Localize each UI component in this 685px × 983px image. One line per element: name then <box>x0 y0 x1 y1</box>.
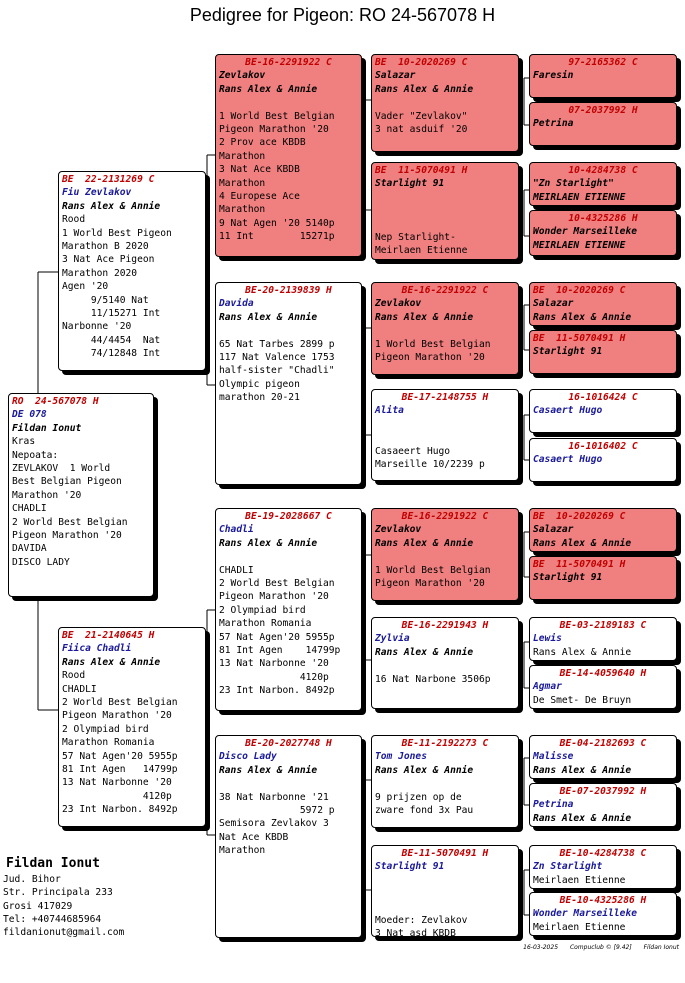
pigeon-card <box>371 282 519 375</box>
owner-address-line: Jud. Bihor <box>3 874 61 885</box>
breeder-name: MEIRLAEN ETIENNE <box>533 191 626 203</box>
breeder-name: Zevlakov <box>219 70 266 82</box>
pigeon-name: Casaert Hugo <box>533 454 603 466</box>
pigeon-name: Agmar <box>533 681 562 693</box>
pigeon-info-line: CHADLI <box>219 564 254 576</box>
pigeon-card <box>529 102 677 146</box>
pigeon-card <box>215 508 362 711</box>
breeder-name: "Zn Starlight" <box>533 178 614 190</box>
pigeon-info-line: Best Belgian Pigeon <box>12 476 122 488</box>
pigeon-info-line: 9 prijzen op de <box>375 791 462 803</box>
pigeon-info-line <box>375 874 515 887</box>
pigeon-name: Petrina <box>533 799 574 811</box>
pigeon-info-line: Marathon B 2020 <box>62 241 149 253</box>
pigeon-info-line: CHADLI <box>62 683 97 695</box>
pigeon-info-line: Pigeon Marathon '20 <box>219 124 329 136</box>
pigeon-info-line: Marathon '20 <box>12 489 82 501</box>
pigeon-card <box>371 735 519 828</box>
pigeon-card <box>215 54 362 257</box>
pigeon-name: Starlight 91 <box>375 861 445 873</box>
pigeon-info-line: 4120p <box>62 790 172 802</box>
breeder-name: Rans Alex & Annie <box>375 83 474 95</box>
pigeon-info-line: Semisora Zevlakov 3 <box>219 818 329 830</box>
pigeon-info-line: Pigeon Marathon '20 <box>12 530 122 542</box>
owner-contact <box>3 855 124 939</box>
pigeon-info-line: Vader "Zevlakov" <box>375 110 468 122</box>
pigeon-info-line <box>375 659 515 672</box>
ring-number: BE-19-2028667 C <box>245 511 332 522</box>
owner-address-line: Grosi 417029 <box>3 900 73 912</box>
pigeon-info-line: 3 Nat Ace KBDB <box>219 164 300 176</box>
pigeon-info-line: De Smet- De Bruyn <box>533 694 632 706</box>
footer-owner: Fildan Ionut <box>643 944 679 951</box>
breeder-name: Salazar <box>533 524 574 536</box>
pigeon-info-line: 16 Nat Narbone 3506p <box>375 673 491 685</box>
pigeon-info-line: Pigeon Marathon '20 <box>375 352 485 364</box>
breeder-name: Fildan Ionut <box>12 422 82 434</box>
ring-number: BE-20-2139839 H <box>245 285 332 296</box>
pigeon-info-line: DISCO LADY <box>12 556 70 568</box>
pigeon-info-line: DAVIDA <box>12 543 47 555</box>
breeder-name: MEIRLAEN ETIENNE <box>533 239 626 251</box>
pigeon-info-line: 9/5140 Nat <box>62 294 149 306</box>
pigeon-card <box>215 282 362 485</box>
pigeon-info-line <box>219 550 358 563</box>
breeder-name: Rans Alex & Annie <box>219 764 318 776</box>
breeder-name: Rans Alex & Annie <box>219 537 318 549</box>
pigeon-info-line: Marathon <box>219 204 266 216</box>
ring-number: RO 24-567078 H <box>12 396 99 407</box>
pigeon-card <box>529 556 677 600</box>
pigeon-info-line: Meirlaen Etienne <box>533 874 626 886</box>
pigeon-name: Zylvia <box>375 633 410 645</box>
pigeon-card <box>529 892 677 936</box>
pigeon-info-line: Olympic pigeon <box>219 378 300 390</box>
pigeon-info-line: 38 Nat Narbonne '21 <box>219 791 329 803</box>
breeder-name: Salazar <box>375 70 416 82</box>
ring-number: BE 10-2020269 C <box>533 511 626 522</box>
ring-number: BE 10-2020269 C <box>533 285 626 296</box>
pigeon-info-line: Marseille 10/2239 p <box>375 459 485 470</box>
pigeon-card <box>371 508 519 601</box>
pigeon-card <box>529 282 677 326</box>
pigeon-info-line: Narbonne '20 <box>62 321 132 333</box>
ring-number: BE 11-5070491 H <box>533 333 626 344</box>
pigeon-name: Zn Starlight <box>533 861 603 873</box>
pigeon-card <box>371 389 519 481</box>
pigeon-name: Casaert Hugo <box>533 405 603 417</box>
ring-number: BE-16-2291922 C <box>401 511 489 522</box>
pigeon-info-line: 4120p <box>219 671 329 683</box>
pigeon-name: Disco Lady <box>219 751 277 763</box>
pigeon-info-line: half-sister "Chadli" <box>219 365 335 377</box>
pigeon-card <box>529 735 677 779</box>
ring-number: BE-10-4325286 H <box>559 895 647 906</box>
pigeon-info-line: Marathon <box>219 150 266 162</box>
pigeon-info-line: 9 Nat Agen '20 5140p <box>219 217 335 229</box>
pigeon-info-line: Marathon Romania <box>62 737 155 749</box>
pigeon-info-line: 74/12848 Int <box>62 348 161 360</box>
pigeon-card <box>529 54 677 98</box>
pigeon-info-line: Marathon 2020 <box>62 267 138 279</box>
ring-number: 10-4325286 H <box>568 213 638 224</box>
pigeon-info-line: 3 Nat Ace Pigeon <box>62 254 155 266</box>
ring-number: BE-07-2037992 H <box>559 786 647 797</box>
breeder-name: Rans Alex & Annie <box>533 311 632 323</box>
pigeon-info-line: 3 nat asduif '20 <box>375 124 468 136</box>
pigeon-info-line: Meirlaen Etienne <box>375 245 468 257</box>
pigeon-info-line: 23 Int Narbon. 8492p <box>62 804 178 816</box>
pigeon-info-line: 23 Int Narbon. 8492p <box>219 685 335 697</box>
breeder-name: Salazar <box>533 298 574 310</box>
pigeon-info-line: 44/4454 Nat <box>62 334 161 346</box>
ring-number: BE-16-2291922 C <box>401 285 489 296</box>
pigeon-info-line: CHADLI <box>12 503 47 515</box>
breeder-name: Rans Alex & Annie <box>375 646 474 658</box>
pigeon-info-line: 3 Nat asd KBDB <box>375 928 456 937</box>
pigeon-card <box>529 508 677 552</box>
breeder-name: Rans Alex & Annie <box>533 537 632 549</box>
ring-number: BE-16-2291922 C <box>245 57 332 68</box>
pigeon-info-line <box>375 550 515 563</box>
breeder-name: Starlight 91 <box>375 178 445 190</box>
pigeon-info-line <box>375 901 515 914</box>
footer <box>513 944 679 951</box>
pigeon-info-line <box>375 218 515 231</box>
breeder-name: Starlight 91 <box>533 572 603 584</box>
pigeon-name: Alita <box>375 405 404 417</box>
ring-number: 10-4284738 C <box>568 165 638 176</box>
pigeon-card <box>371 162 519 260</box>
pigeon-info-line <box>375 191 515 204</box>
pigeon-card <box>529 162 677 206</box>
pigeon-info-line: Rans Alex & Annie <box>533 646 632 658</box>
pigeon-info-line <box>375 204 515 217</box>
page-title: Pedigree for Pigeon: RO 24-567078 H <box>189 5 496 25</box>
ring-number: 16-1016402 C <box>568 441 638 452</box>
pigeon-name: DE 078 <box>12 409 47 421</box>
pigeon-info-line: 1 World Best Belgian <box>375 564 491 576</box>
breeder-name: Rans Alex & Annie <box>375 764 474 776</box>
owner-phone: Tel: +40744685964 <box>3 913 102 925</box>
footer-software: Compuclub © [9.42] <box>569 944 632 951</box>
breeder-name: Rans Alex & Annie <box>62 656 161 668</box>
pigeon-info-line: 1 World Best Belgian <box>219 110 335 122</box>
pigeon-card <box>529 783 677 827</box>
pigeon-info-line: 2 World Best Belgian <box>62 697 178 709</box>
pigeon-card <box>529 665 677 709</box>
pigeon-info-line: 57 Nat Agen'20 5955p <box>219 631 335 643</box>
pigeon-card <box>215 735 362 938</box>
pigeon-card <box>529 330 677 374</box>
breeder-name: Wonder Marseilleke <box>533 226 637 238</box>
ring-number: BE-11-5070491 H <box>401 848 489 859</box>
breeder-name: Starlight 91 <box>533 346 603 358</box>
pigeon-info-line: 5972 p <box>219 805 335 817</box>
pigeon-info-line: zware fond 3x Pau <box>375 805 474 817</box>
pigeon-name: Davida <box>219 298 254 310</box>
pigeon-info-line: Pigeon Marathon '20 <box>375 578 485 590</box>
pigeon-info-line: Marathon Romania <box>219 618 312 630</box>
pigeon-name: Wonder Marseilleke <box>533 908 637 920</box>
pigeon-info-line: Casaeert Hugo <box>375 445 451 457</box>
pigeon-info-line: Rood <box>62 670 86 682</box>
pigeon-info-line: Nepoata: <box>12 449 59 461</box>
ring-number: 16-1016424 C <box>568 392 638 403</box>
pigeon-info-line: Rood <box>62 214 86 226</box>
pigeon-info-line: 1 World Best Pigeon <box>62 227 172 239</box>
pigeon-info-line: Agen '20 <box>62 281 109 293</box>
breeder-name: Rans Alex & Annie <box>375 311 474 323</box>
ring-number: BE 10-2020269 C <box>375 57 468 68</box>
breeder-name: Rans Alex & Annie <box>533 812 632 824</box>
pigeon-info-line <box>375 324 515 337</box>
pigeon-card <box>371 617 519 709</box>
ring-number: BE-20-2027748 H <box>245 738 332 749</box>
pigeon-name: Tom Jones <box>375 751 427 763</box>
pigeon-name: Fiica Chadli <box>62 643 132 655</box>
pigeon-card <box>529 389 677 433</box>
pigeon-info-line: Nat Ace KBDB <box>219 831 289 843</box>
ring-number: BE 11-5070491 H <box>533 559 626 570</box>
pigeon-info-line: 117 Nat Valence 1753 <box>219 352 335 364</box>
breeder-name: Rans Alex & Annie <box>219 311 318 323</box>
pigeon-info-line <box>375 431 515 444</box>
pigeon-info-line <box>375 96 515 109</box>
owner-name: Fildan Ionut <box>6 856 100 871</box>
pigeon-info-line: 11 Int 15271p <box>219 231 335 243</box>
pigeon-name: Lewis <box>533 633 562 645</box>
breeder-name: Rans Alex & Annie <box>533 764 632 776</box>
pigeon-info-line: 2 Olympiad bird <box>62 723 149 735</box>
pigeon-info-line: 81 Int Agen 14799p <box>62 764 178 776</box>
footer-date: 16-03-2025 <box>523 944 559 951</box>
owner-email: fildanionut@gmail.com <box>3 927 125 939</box>
pigeon-card <box>529 438 677 482</box>
pigeon-info-line: 2 Prov ace KBDB <box>219 137 306 149</box>
breeder-name: Rans Alex & Annie <box>62 200 161 212</box>
ring-number: BE-11-2192273 C <box>401 738 489 749</box>
pigeon-info-line: Marathon <box>219 845 266 857</box>
pigeon-info-line: Moeder: Zevlakov <box>375 914 468 926</box>
ring-number: BE-03-2189183 C <box>559 620 647 631</box>
pigeon-info-line: 13 Nat Narbonne '20 <box>219 658 329 670</box>
pigeon-info-line: 57 Nat Agen'20 5955p <box>62 750 178 762</box>
pigeon-info-line: Pigeon Marathon '20 <box>62 710 172 722</box>
pigeon-info-line: Meirlaen Etienne <box>533 921 626 933</box>
ring-number: BE 22-2131269 C <box>62 174 155 185</box>
pigeon-info-line: 81 Int Agen 14799p <box>219 645 341 657</box>
ring-number: BE-17-2148755 H <box>401 392 489 403</box>
breeder-name: Rans Alex & Annie <box>375 537 474 549</box>
breeder-name: Petrina <box>533 118 574 130</box>
pigeon-info-line: Kras <box>12 436 36 448</box>
ring-number: BE-10-4284738 C <box>559 848 647 859</box>
ring-number: BE 11-5070491 H <box>375 165 468 176</box>
pigeon-info-line <box>219 777 358 790</box>
pigeon-card <box>58 627 206 827</box>
ring-number: 07-2037992 H <box>568 105 638 116</box>
pigeon-info-line: Nep Starlight- <box>375 231 456 243</box>
pigeon-card <box>58 171 206 371</box>
pigeon-card <box>371 54 519 152</box>
pigeon-info-line <box>219 324 358 337</box>
pigeon-card <box>8 393 154 597</box>
pigeon-info-line: 2 World Best Belgian <box>12 516 128 528</box>
pigeon-info-line <box>219 96 358 109</box>
pigeon-info-line: marathon 20-21 <box>219 392 300 404</box>
pigeon-card <box>529 617 677 661</box>
breeder-name: Rans Alex & Annie <box>219 83 318 95</box>
ring-number: 97-2165362 C <box>568 57 638 68</box>
pigeon-info-line <box>375 777 515 790</box>
ring-number: BE 21-2140645 H <box>62 630 155 641</box>
pigeon-name: Fiu Zevlakov <box>62 187 132 199</box>
pigeon-info-line: 4 Europese Ace <box>219 191 300 203</box>
pigeon-info-line <box>375 887 515 900</box>
pigeon-name: Chadli <box>219 524 254 536</box>
pigeon-info-line: 2 Olympiad bird <box>219 604 306 616</box>
pigeon-info-line: 13 Nat Narbonne '20 <box>62 777 172 789</box>
pigeon-card <box>371 845 519 937</box>
pigeon-info-line: ZEVLAKOV 1 World <box>12 463 111 475</box>
breeder-name: Faresin <box>533 70 574 82</box>
pigeon-name: Malisse <box>533 751 574 763</box>
pigeon-info-line: Marathon <box>219 177 266 189</box>
pigeon-card <box>529 210 677 256</box>
ring-number: BE-14-4059640 H <box>559 668 647 679</box>
breeder-name: Zevlakov <box>375 524 422 536</box>
pigeon-info-line: 1 World Best Belgian <box>375 338 491 350</box>
owner-address-line: Str. Principala 233 <box>3 887 113 899</box>
breeder-name: Zevlakov <box>375 298 422 310</box>
pigeon-card <box>529 845 677 889</box>
ring-number: BE-04-2182693 C <box>559 738 647 749</box>
pigeon-info-line: 11/15271 Int <box>62 308 161 320</box>
pigeon-info-line: 65 Nat Tarbes 2899 p <box>219 338 335 350</box>
pigeon-info-line <box>375 418 515 431</box>
ring-number: BE-16-2291943 H <box>401 620 489 631</box>
pigeon-info-line: Pigeon Marathon '20 <box>219 591 329 603</box>
pigeon-info-line: 2 World Best Belgian <box>219 578 335 590</box>
